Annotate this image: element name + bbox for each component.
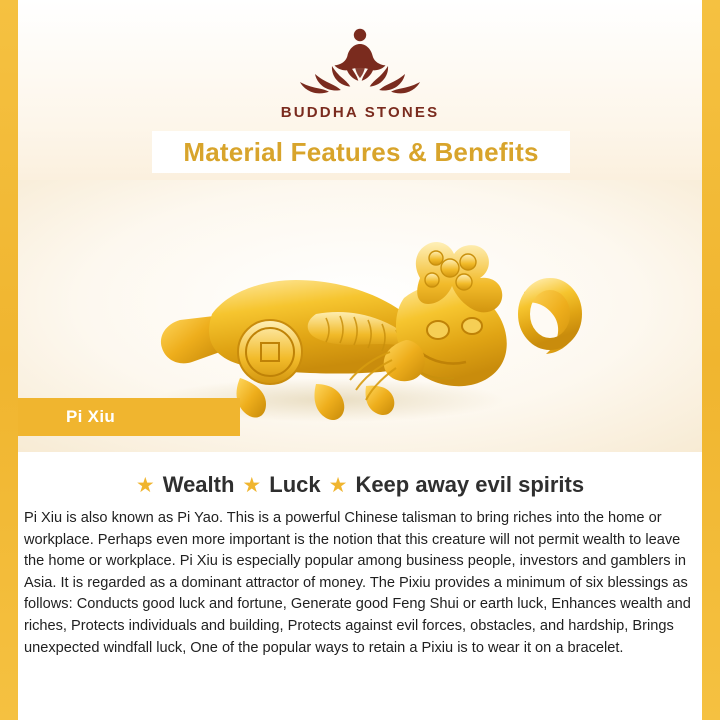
brand-logo-block xyxy=(0,22,720,121)
page-title-text: Material Features & Benefits xyxy=(183,136,539,167)
hero-caption xyxy=(18,398,240,436)
benefit-keep-away-evil-spirits: Keep away evil spirits xyxy=(355,472,585,497)
benefit-luck: Luck xyxy=(269,472,321,497)
star-icon: ★ xyxy=(135,473,155,497)
star-icon: ★ xyxy=(328,473,348,497)
brand-name: BUDDHA STONES xyxy=(280,104,440,121)
hero-caption-text: Pi Xiu xyxy=(66,407,116,426)
content-section xyxy=(0,452,720,720)
lotus-meditation-figure-icon xyxy=(0,22,720,100)
page-title xyxy=(152,131,570,173)
left-border-bar xyxy=(0,0,18,720)
right-border-bar xyxy=(702,0,720,720)
description-paragraph: Pi Xiu is also known as Pi Yao. This is a powerful Chinese talisman to bring riches into the home or workplace. Perhaps even more important is the notion that this creature will not permit wealth to leave the home or workplace. Pi Xiu is especially popular among business people, investors and gamblers in Asia. It is regarded as a dominant attractor of money. The Pixiu provides a minimum of six blessings as follows: Conducts good luck and fortune, Generate good Feng Shui or earth luck, Enhances wealth and riches, Protects individuals and building, Protects against evil forces, obstacles, and hardship, Brings unexpected windfall luck, One of the popular ways to retain a Pixiu is to wear it on a bracelet. xyxy=(24,510,691,656)
benefits-row xyxy=(22,452,698,498)
star-icon: ★ xyxy=(242,473,262,497)
benefit-wealth: Wealth xyxy=(162,472,235,497)
